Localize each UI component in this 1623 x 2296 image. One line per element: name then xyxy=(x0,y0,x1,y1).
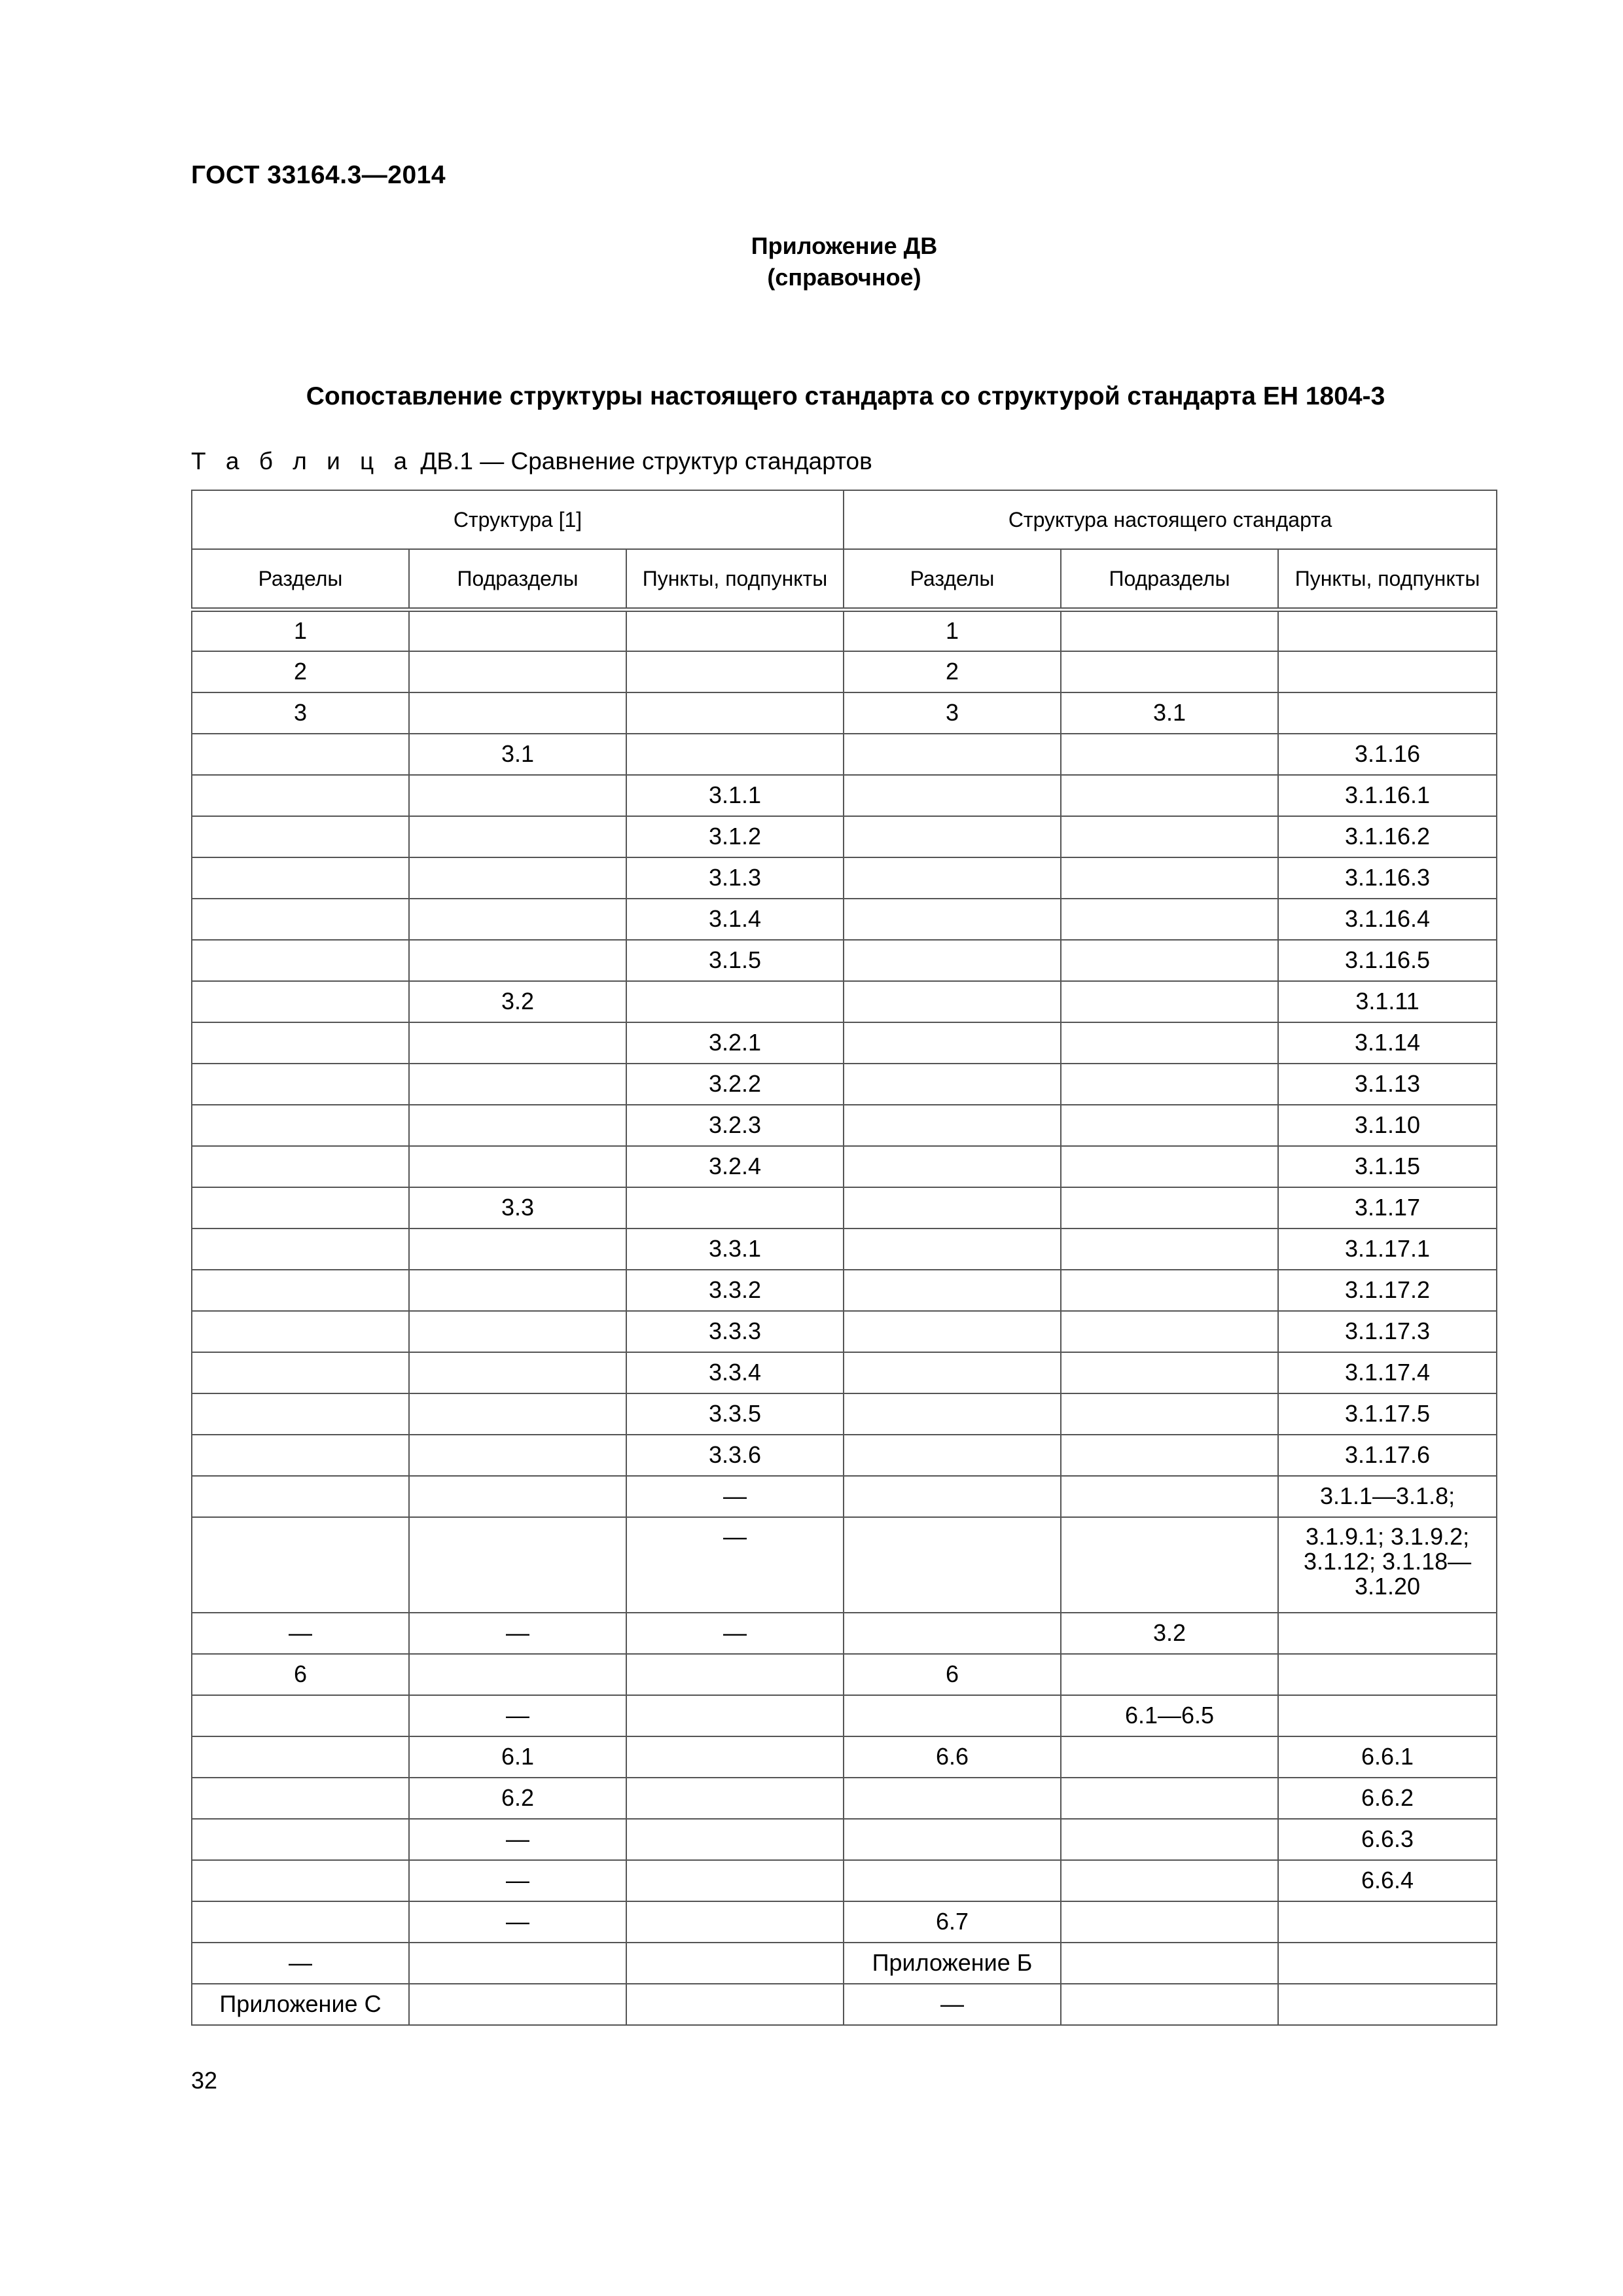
table-cell xyxy=(1061,1270,1278,1311)
table-cell xyxy=(844,1064,1061,1105)
table-cell xyxy=(844,1229,1061,1270)
table-cell xyxy=(192,1022,409,1064)
table-cell: 3.1.16 xyxy=(1278,734,1497,775)
table-cell xyxy=(626,1736,844,1778)
table-cell xyxy=(1061,1736,1278,1778)
table-cell: 6.7 xyxy=(844,1901,1061,1943)
document-header: ГОСТ 33164.3—2014 xyxy=(191,161,446,189)
table-row xyxy=(192,1984,1497,2025)
table-caption-text: ДВ.1 — Сравнение структур стандартов xyxy=(414,448,872,475)
table-cell xyxy=(192,1146,409,1187)
table-cell: — xyxy=(192,1943,409,1984)
table-cell xyxy=(1061,775,1278,816)
table-cell xyxy=(1278,1943,1497,1984)
table-row xyxy=(192,1146,1497,1187)
table-row xyxy=(192,1270,1497,1311)
table-cell: — xyxy=(409,1613,626,1654)
table-row xyxy=(192,1105,1497,1146)
table-row xyxy=(192,1393,1497,1435)
table-cell: 6.2 xyxy=(409,1778,626,1819)
table-cell xyxy=(1061,1311,1278,1352)
table-cell xyxy=(844,816,1061,857)
table-cell: 2 xyxy=(192,651,409,692)
table-row xyxy=(192,1229,1497,1270)
table-cell: 3.3.4 xyxy=(626,1352,844,1393)
group-header-current: Структура настоящего стандарта xyxy=(844,490,1497,549)
table-cell: 6.1—6.5 xyxy=(1061,1695,1278,1736)
table-cell: 6 xyxy=(844,1654,1061,1695)
table-cell xyxy=(192,1901,409,1943)
table-row xyxy=(192,610,1497,651)
table-cell: 3.1.4 xyxy=(626,899,844,940)
table-cell xyxy=(844,1476,1061,1517)
table-row xyxy=(192,1187,1497,1229)
table-cell xyxy=(409,1517,626,1613)
table-cell xyxy=(192,734,409,775)
table-cell xyxy=(626,1819,844,1860)
table-row xyxy=(192,857,1497,899)
table-cell: 3 xyxy=(192,692,409,734)
table-row xyxy=(192,1613,1497,1654)
table-cell xyxy=(409,857,626,899)
table-cell xyxy=(409,1393,626,1435)
table-cell xyxy=(626,1695,844,1736)
table-cell xyxy=(192,1778,409,1819)
table-cell: 3.1.17.6 xyxy=(1278,1435,1497,1476)
table-cell: 6 xyxy=(192,1654,409,1695)
table-cell xyxy=(844,857,1061,899)
table-row xyxy=(192,1695,1497,1736)
table-cell xyxy=(626,734,844,775)
table-cell xyxy=(844,899,1061,940)
table-cell xyxy=(1061,1943,1278,1984)
table-cell xyxy=(192,1064,409,1105)
table-cell xyxy=(1278,1654,1497,1695)
table-cell: 3.1 xyxy=(1061,692,1278,734)
table-cell xyxy=(626,692,844,734)
table-cell: 1 xyxy=(192,610,409,651)
column-header: Разделы xyxy=(844,549,1061,610)
table-row xyxy=(192,1311,1497,1352)
group-header-source: Структура [1] xyxy=(192,490,844,549)
table-cell: 3.1.3 xyxy=(626,857,844,899)
table-row xyxy=(192,1901,1497,1943)
table-cell: 3.1.5 xyxy=(626,940,844,981)
table-cell xyxy=(409,940,626,981)
table-cell xyxy=(1061,940,1278,981)
table-cell xyxy=(844,1613,1061,1654)
table-cell: 6.6 xyxy=(844,1736,1061,1778)
table-cell xyxy=(844,1435,1061,1476)
table-cell: — xyxy=(626,1613,844,1654)
table-row xyxy=(192,1819,1497,1860)
table-cell: 6.6.3 xyxy=(1278,1819,1497,1860)
table-cell xyxy=(844,1105,1061,1146)
table-cell xyxy=(844,1022,1061,1064)
table-cell: 3.1.11 xyxy=(1278,981,1497,1022)
table-cell xyxy=(1061,651,1278,692)
table-cell xyxy=(1061,1476,1278,1517)
table-cell xyxy=(192,1819,409,1860)
table-cell xyxy=(1061,1022,1278,1064)
table-body xyxy=(192,610,1497,2025)
table-row xyxy=(192,940,1497,981)
table-cell: — xyxy=(409,1901,626,1943)
table-cell xyxy=(626,1984,844,2025)
table-cell xyxy=(192,1517,409,1613)
table-cell xyxy=(844,1187,1061,1229)
table-cell xyxy=(844,1860,1061,1901)
table-cell: 3.1.14 xyxy=(1278,1022,1497,1064)
table-cell: 6.1 xyxy=(409,1736,626,1778)
table-cell: 3.1.17.2 xyxy=(1278,1270,1497,1311)
table-cell: — xyxy=(409,1860,626,1901)
table-cell xyxy=(409,1984,626,2025)
table-cell xyxy=(192,816,409,857)
table-cell xyxy=(409,692,626,734)
table-row xyxy=(192,692,1497,734)
table-cell xyxy=(192,1393,409,1435)
table-cell: 3.3 xyxy=(409,1187,626,1229)
table-cell: 3.1.10 xyxy=(1278,1105,1497,1146)
appendix-title: Приложение ДВ xyxy=(751,232,938,259)
table-cell xyxy=(844,775,1061,816)
table-cell: 3 xyxy=(844,692,1061,734)
table-cell: 3.1.17.3 xyxy=(1278,1311,1497,1352)
table-row xyxy=(192,651,1497,692)
table-cell xyxy=(409,1311,626,1352)
table-cell xyxy=(1278,1613,1497,1654)
table-row xyxy=(192,1064,1497,1105)
table-cell xyxy=(192,1352,409,1393)
table-cell: 6.6.2 xyxy=(1278,1778,1497,1819)
table-cell xyxy=(626,1778,844,1819)
table-cell xyxy=(1061,1901,1278,1943)
table-cell xyxy=(1278,1984,1497,2025)
table-cell: 3.1.2 xyxy=(626,816,844,857)
table-cell: 3.2.3 xyxy=(626,1105,844,1146)
table-row xyxy=(192,1022,1497,1064)
table-cell xyxy=(1061,899,1278,940)
table-cell: 3.3.5 xyxy=(626,1393,844,1435)
table-cell: 3.2.2 xyxy=(626,1064,844,1105)
table-cell xyxy=(844,734,1061,775)
table-cell: 3.1.16.1 xyxy=(1278,775,1497,816)
table-cell xyxy=(192,1860,409,1901)
table-cell xyxy=(844,1352,1061,1393)
table-cell xyxy=(626,651,844,692)
table-cell xyxy=(192,1476,409,1517)
table-cell xyxy=(1061,981,1278,1022)
table-label: Т а б л и ц а xyxy=(191,448,414,475)
table-cell xyxy=(1061,1778,1278,1819)
table-cell xyxy=(409,610,626,651)
table-cell: 3.3.2 xyxy=(626,1270,844,1311)
table-cell xyxy=(626,981,844,1022)
table-cell xyxy=(844,1819,1061,1860)
table-cell xyxy=(409,1105,626,1146)
table-cell xyxy=(626,1860,844,1901)
table-cell: 3.1 xyxy=(409,734,626,775)
table-caption xyxy=(191,448,872,475)
table-cell xyxy=(1278,1901,1497,1943)
table-cell xyxy=(192,775,409,816)
table-cell xyxy=(1061,1654,1278,1695)
table-cell xyxy=(1061,1819,1278,1860)
table-cell: 2 xyxy=(844,651,1061,692)
table-cell: Приложение С xyxy=(192,1984,409,2025)
table-cell xyxy=(192,1736,409,1778)
table-row xyxy=(192,1778,1497,1819)
table-cell xyxy=(409,1435,626,1476)
table-cell xyxy=(409,1146,626,1187)
table-cell xyxy=(1061,857,1278,899)
table-cell xyxy=(626,1943,844,1984)
table-row xyxy=(192,1435,1497,1476)
table-cell: 3.3.1 xyxy=(626,1229,844,1270)
table-cell xyxy=(1061,1435,1278,1476)
page-number: 32 xyxy=(191,2067,218,2094)
table-cell xyxy=(409,775,626,816)
table-row xyxy=(192,1943,1497,1984)
table-cell xyxy=(1061,1352,1278,1393)
table-cell: 3.1.16.3 xyxy=(1278,857,1497,899)
table-cell: 3.2 xyxy=(1061,1613,1278,1654)
table-cell: 1 xyxy=(844,610,1061,651)
table-cell xyxy=(409,1022,626,1064)
table-cell: 3.1.16.2 xyxy=(1278,816,1497,857)
table-cell xyxy=(1278,1695,1497,1736)
table-cell: 3.3.3 xyxy=(626,1311,844,1352)
table-cell xyxy=(409,1270,626,1311)
table-cell xyxy=(192,1229,409,1270)
appendix-heading xyxy=(0,230,1623,293)
table-cell xyxy=(626,1654,844,1695)
table-cell xyxy=(409,1352,626,1393)
table-cell xyxy=(409,1654,626,1695)
column-header: Подразделы xyxy=(1061,549,1278,610)
table-cell xyxy=(1061,1984,1278,2025)
table-cell xyxy=(192,1270,409,1311)
appendix-type: (справочное) xyxy=(767,264,921,291)
table-cell: 3.3.6 xyxy=(626,1435,844,1476)
column-header: Пункты, подпункты xyxy=(626,549,844,610)
table-cell: 3.1.13 xyxy=(1278,1064,1497,1105)
column-header: Пункты, подпункты xyxy=(1278,549,1497,610)
table-cell xyxy=(1061,816,1278,857)
table-cell xyxy=(844,1311,1061,1352)
table-cell xyxy=(1061,1146,1278,1187)
table-cell xyxy=(626,610,844,651)
table-cell xyxy=(409,1943,626,1984)
table-cell xyxy=(844,1393,1061,1435)
table-cell: — xyxy=(192,1613,409,1654)
table-cell xyxy=(1061,1105,1278,1146)
table-cell xyxy=(409,651,626,692)
table-row xyxy=(192,1860,1497,1901)
table-cell xyxy=(844,1270,1061,1311)
table-row xyxy=(192,981,1497,1022)
table-cell xyxy=(409,899,626,940)
table-cell xyxy=(192,1311,409,1352)
table-row xyxy=(192,775,1497,816)
table-row xyxy=(192,899,1497,940)
table-cell: — xyxy=(409,1819,626,1860)
table-cell xyxy=(192,1435,409,1476)
table-cell xyxy=(1061,734,1278,775)
table-cell: 3.2 xyxy=(409,981,626,1022)
table-cell xyxy=(409,1064,626,1105)
table-row xyxy=(192,816,1497,857)
table-cell: 3.1.1—3.1.8; xyxy=(1278,1476,1497,1517)
table-cell: 3.1.17 xyxy=(1278,1187,1497,1229)
table-cell xyxy=(626,1187,844,1229)
table-row xyxy=(192,1352,1497,1393)
table-cell: 3.1.1 xyxy=(626,775,844,816)
table-cell: 3.1.17.5 xyxy=(1278,1393,1497,1435)
table-cell xyxy=(192,981,409,1022)
table-cell: 3.1.16.4 xyxy=(1278,899,1497,940)
table-cell xyxy=(409,1229,626,1270)
table-cell xyxy=(192,1187,409,1229)
table-cell xyxy=(844,981,1061,1022)
column-header: Подразделы xyxy=(409,549,626,610)
column-header: Разделы xyxy=(192,549,409,610)
table-cell xyxy=(1061,1393,1278,1435)
table-cell xyxy=(192,1105,409,1146)
table-cell xyxy=(1278,651,1497,692)
table-cell xyxy=(1061,1187,1278,1229)
table-cell: — xyxy=(844,1984,1061,2025)
table-cell: 3.1.17.4 xyxy=(1278,1352,1497,1393)
table-cell: 3.2.4 xyxy=(626,1146,844,1187)
table-cell: 3.1.15 xyxy=(1278,1146,1497,1187)
table-cell xyxy=(192,857,409,899)
document-title: Сопоставление структуры настоящего стандарта со структурой стандарта ЕН 1804-3 xyxy=(306,382,1385,410)
table-cell xyxy=(1061,1064,1278,1105)
table-cell xyxy=(192,1695,409,1736)
table-cell: — xyxy=(626,1517,844,1613)
table-row xyxy=(192,1517,1497,1613)
table-cell xyxy=(1061,1229,1278,1270)
comparison-table xyxy=(191,490,1497,2026)
table-cell: — xyxy=(409,1695,626,1736)
table-row xyxy=(192,1654,1497,1695)
table-cell: 3.1.16.5 xyxy=(1278,940,1497,981)
table-cell xyxy=(844,1517,1061,1613)
table-row xyxy=(192,1736,1497,1778)
table-cell xyxy=(844,940,1061,981)
table-cell: 3.1.9.1; 3.1.9.2; 3.1.12; 3.1.18—3.1.20 xyxy=(1278,1517,1497,1613)
table-cell: Приложение Б xyxy=(844,1943,1061,1984)
table-row xyxy=(192,1476,1497,1517)
table-cell xyxy=(1061,1517,1278,1613)
table-cell: 6.6.1 xyxy=(1278,1736,1497,1778)
table-cell xyxy=(1278,610,1497,651)
table-cell xyxy=(409,1476,626,1517)
table-row xyxy=(192,734,1497,775)
table-cell: 3.1.17.1 xyxy=(1278,1229,1497,1270)
table-cell: 6.6.4 xyxy=(1278,1860,1497,1901)
table-cell: — xyxy=(626,1476,844,1517)
table-cell xyxy=(409,816,626,857)
table-cell xyxy=(192,899,409,940)
table-cell xyxy=(844,1778,1061,1819)
table-cell xyxy=(1061,1860,1278,1901)
table-cell xyxy=(844,1146,1061,1187)
table-cell xyxy=(192,940,409,981)
table-cell xyxy=(844,1695,1061,1736)
table-cell xyxy=(1278,692,1497,734)
table-cell xyxy=(1061,610,1278,651)
table-cell: 3.2.1 xyxy=(626,1022,844,1064)
table-cell xyxy=(626,1901,844,1943)
